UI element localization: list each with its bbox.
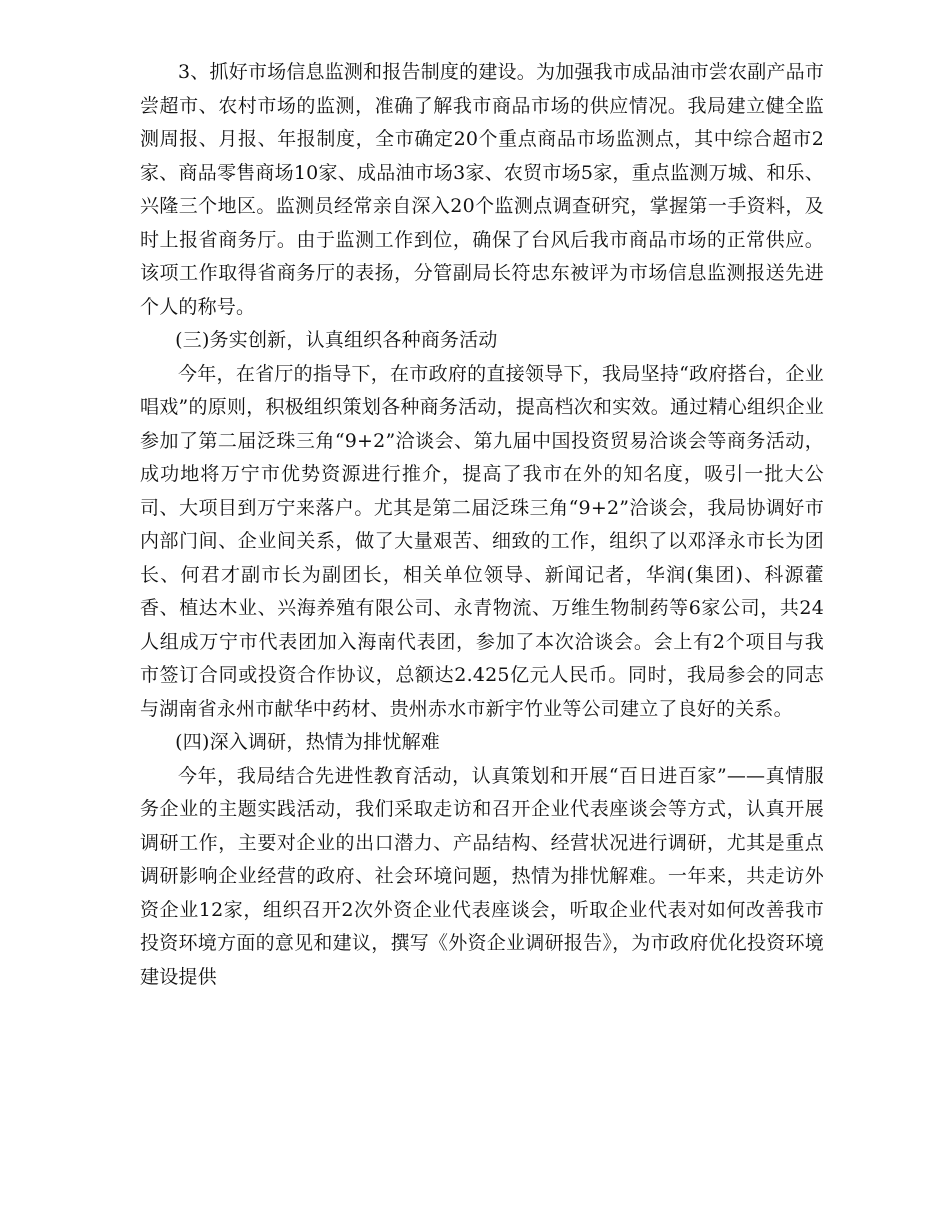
section-heading-business-activities: (三)务实创新，认真组织各种商务活动	[175, 329, 498, 351]
section-heading-research: (四)深入调研，热情为排忧解难	[175, 731, 440, 753]
paragraph-business-activities: 今年，在省厅的指导下，在市政府的直接领导下，我局坚持“政府搭台，企业唱戏”的原则，积极组织策划各种商务活动，提高档次和实效。通过精心组织企业参加了第二届泛珠三角“9+2”洽谈会、第九届中国投资贸易洽谈会等商务活动，成功地将万宁市优势资源进行推介，提高了我市在外的知名度，吸引一批大公司、大项目到万宁来落户。尤其是第二届泛珠三角“9+2”洽谈会，我局协调好市内部门间、企业间关系，做了大量艰苦、细致的工作，组织了以邓泽永市长为团长、何君才副市长为副团长，相关单位领导、新闻记者，华润(集团)、科源藿香、植达木业、兴海养殖有限公司、永青物流、万维生物制药等6家公司，共24人组成万宁市代表团加入海南代表团，参加了本次洽谈会。会上有2个项目与我市签订合同或投资合作协议，总额达2.425亿元人民币。同时，我局参会的同志与湖南省永州市献华中药材、贵州赤水市新宇竹业等公司建立了良好的关系。	[140, 362, 824, 720]
paragraph-research: 今年，我局结合先进性教育活动，认真策划和开展“百日进百家”——真情服务企业的主题实践活动，我们采取走访和召开企业代表座谈会等方式，认真开展调研工作，主要对企业的出口潜力、产品结构、经营状况进行调研，尤其是重点调研影响企业经营的政府、社会环境问题，热情为排忧解难。一年来，共走访外资企业12家，组织召开2次外资企业代表座谈会，听取企业代表对如何改善我市投资环境方面的意见和建议，撰写《外资企业调研报告》，为市政府优化投资环境建设提供	[140, 764, 824, 988]
paragraph-market-monitoring: 3、抓好市场信息监测和报告制度的建设。为加强我市成品油市尝农副产品市尝超市、农村市场的监测，准确了解我市商品市场的供应情况。我局建立健全监测周报、月报、年报制度，全市确定20个重点商品市场监测点，其中综合超市2家、商品零售商场10家、成品油市场3家、农贸市场5家，重点监测万城、和乐、兴隆三个地区。监测员经常亲自深入20个监测点调查研究，掌握第一手资料，及时上报省商务厅。由于监测工作到位，确保了台风后我市商品市场的正常供应。该项工作取得省商务厅的表扬，分管副局长符忠东被评为市场信息监测报送先进个人的称号。	[140, 61, 824, 318]
document-page	[140, 56, 824, 994]
